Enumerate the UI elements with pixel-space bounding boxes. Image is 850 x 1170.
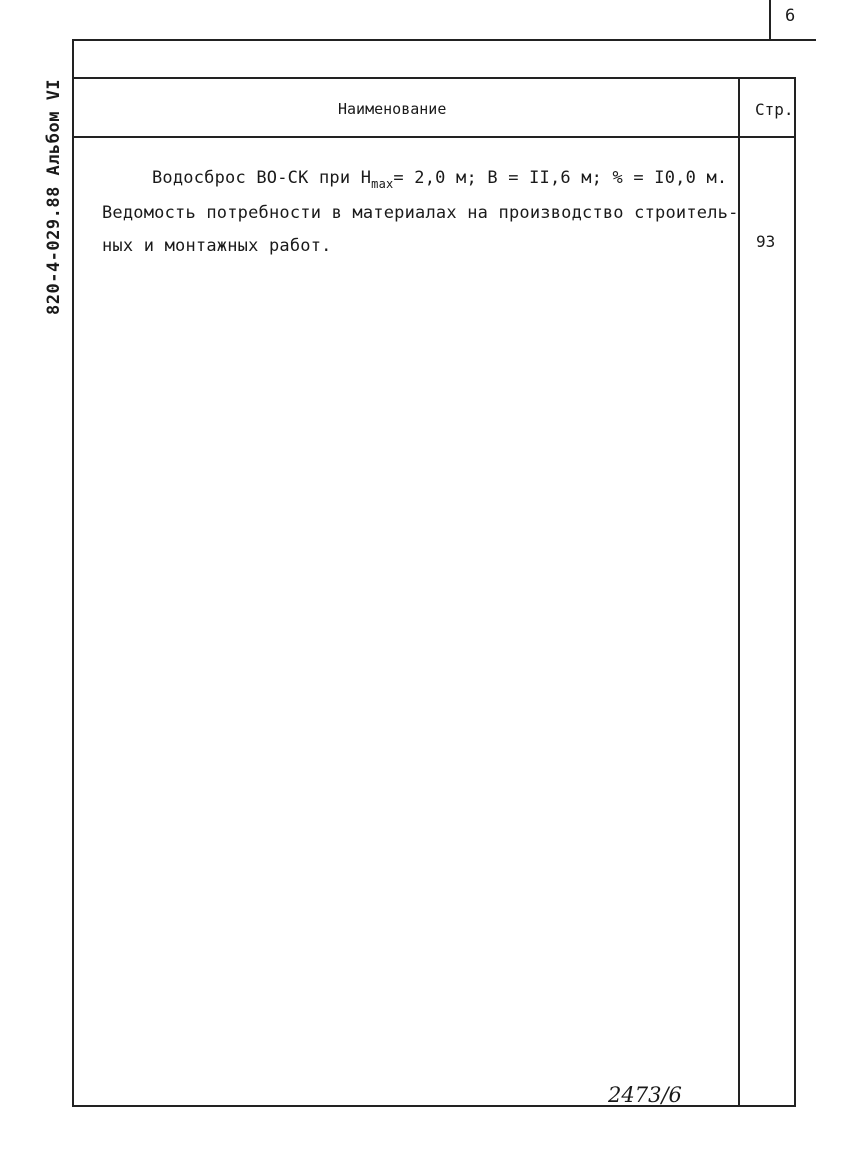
- table-column-divider: [738, 78, 740, 1107]
- entry-line-1-subscript: max: [371, 177, 394, 191]
- entry-line-1-end: = 2,0 м; В = II,6 м; % = I0,0 м.: [393, 168, 728, 188]
- frame-top-border: [72, 39, 816, 41]
- table-header-bottom: [72, 136, 796, 138]
- entry-page-number: 93: [756, 232, 776, 251]
- entry-line-2: Ведомость потребности в материалах на производство строитель-: [102, 203, 739, 223]
- entry-line-1: [152, 168, 727, 191]
- frame-bottom-border: [72, 1105, 794, 1107]
- page-number-box-left: [769, 0, 771, 40]
- frame-left-border: [72, 39, 74, 1107]
- document-code-stamp: 820-4-029.88 Альбом VI: [44, 78, 64, 315]
- entry-line-3: ных и монтажных работ.: [102, 236, 332, 256]
- handwritten-inventory-number: 2473/6: [608, 1083, 682, 1107]
- table-header-top: [72, 77, 796, 79]
- entry-line-1-start: Водосброс ВО-СК при Н: [152, 168, 372, 188]
- column-header-name: Наименование: [338, 100, 447, 118]
- frame-right-border: [794, 78, 796, 1107]
- column-header-page: Стр.: [755, 100, 794, 119]
- page-number: 6: [785, 6, 796, 26]
